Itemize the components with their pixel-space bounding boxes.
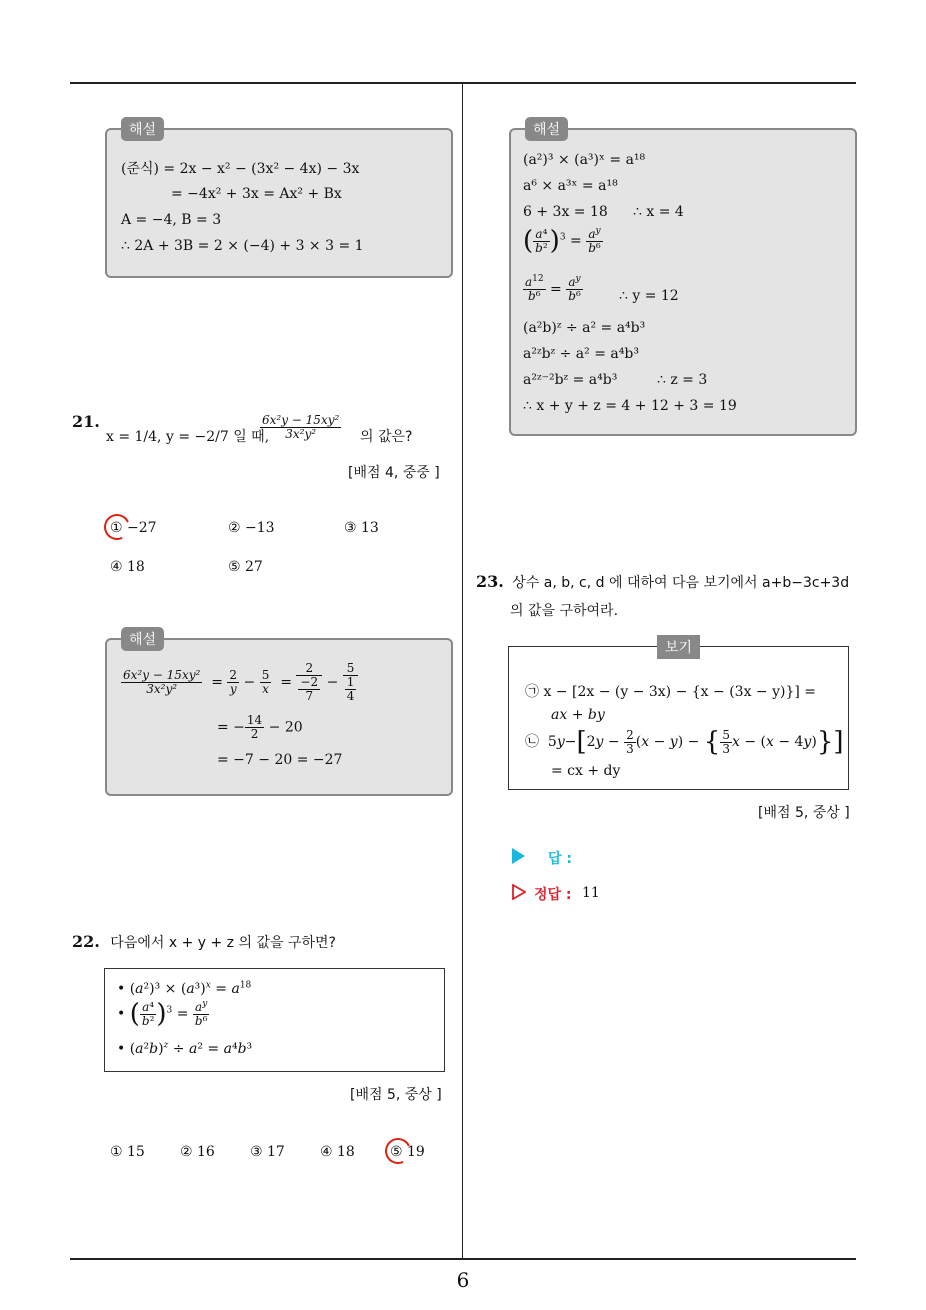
solution-line: = −7 − 20 = −27 — [217, 752, 343, 768]
condition-item: • $(a^2)^3 \times (a^3)^x = a^{18}$ — [117, 980, 252, 997]
solution-line: ∴ z = 3 — [657, 372, 708, 388]
question-23 — [476, 572, 866, 592]
solution-line: (준식) = 2x − x² − (3x² − 4x) − 3x — [121, 161, 360, 177]
score-label: [배점 4, 중중 ] — [348, 465, 440, 481]
score-label: [배점 5, 중상 ] — [758, 805, 850, 821]
choice-4[interactable]: ④ 18 — [110, 559, 145, 575]
correct-label: 정답 : — [534, 887, 572, 903]
condition-item: • $(a^2b)^z \div a^2 = a^4b^3$ — [117, 1040, 253, 1057]
choice-1[interactable]: ① −27 — [110, 520, 157, 536]
answer-label: 답 : — [548, 851, 572, 867]
question-lead: x = 1/4, y = −2/7 일 때, — [106, 429, 270, 445]
answer-arrow-icon — [512, 848, 525, 864]
score-label: [배점 5, 중상 ] — [350, 1087, 442, 1103]
solution-line: a²ᶻ⁻²bᶻ = a⁴b³ — [523, 372, 618, 388]
question-number: 21. — [72, 412, 100, 431]
condition-box — [104, 968, 445, 1072]
question-number: 23. — [476, 572, 504, 591]
solution-line: ( $\frac{\text{a⁴}}{\text{b²}}$ )$^3$ = $\frac{a^y}{\text{b⁶}}$ — [523, 225, 601, 256]
condition-item: • ( $\frac{\text{a⁴}}{\text{b²}}$ )$^3$ = $\frac{a^y}{\text{b⁶}}$ — [117, 998, 208, 1029]
column-separator — [462, 84, 463, 1258]
choice-1[interactable]: ① 15 — [110, 1144, 145, 1160]
correct-answer-mark — [381, 1134, 414, 1167]
solution-tag: 해설 — [121, 627, 164, 651]
bogi-tag: 보기 — [657, 635, 700, 659]
question-22 — [72, 932, 452, 952]
solution-line: ∴ 2A + 3B = 2 × (−4) + 3 × 3 = 1 — [121, 238, 364, 254]
solution-line: ∴ x + y + z = 4 + 12 + 3 = 19 — [523, 398, 737, 414]
question-21 — [72, 412, 452, 462]
solution-box-q22 — [509, 122, 857, 436]
solution-line: ∴ x = 4 — [633, 204, 684, 220]
bogi-item: ㉡ 5y−[2y − $\frac{2}{3}$ (x − y) − { $\frac{5}{3}$ x − (x − 4y)}] — [525, 727, 844, 757]
question-fraction: $\frac{\text{6x²y − 15xy²}}{\text{3x²y²}}$ — [262, 413, 340, 441]
solution-tag: 해설 — [121, 117, 164, 141]
solution-line: $\frac{a^{12}}{\text{b⁶}}$ = $\frac{a^y}{\text{b⁶}}$ — [525, 274, 581, 303]
solution-line: a⁶ × a³ˣ = a¹⁸ — [523, 178, 618, 194]
bogi-item: ax + by — [551, 707, 605, 723]
choice-2[interactable]: ② 16 — [180, 1144, 215, 1160]
correct-value: 11 — [582, 885, 600, 901]
solution-line: (a²b)ᶻ ÷ a² = a⁴b³ — [523, 320, 646, 336]
question-tail: 의 값은? — [360, 429, 413, 445]
choice-4[interactable]: ④ 18 — [320, 1144, 355, 1160]
solution-tag: 해설 — [525, 117, 568, 141]
choice-5[interactable]: ⑤ 27 — [228, 559, 263, 575]
question-text: 다음에서 x + y + z 의 값을 구하면? — [110, 935, 336, 951]
solution-line: (a²)³ × (a³)ˣ = a¹⁸ — [523, 152, 646, 168]
solution-line: ∴ y = 12 — [619, 288, 679, 304]
bogi-item: ㉠ x − [2x − (y − 3x) − {x − (3x − y)}] = — [525, 684, 817, 700]
solution-line: A = −4, B = 3 — [121, 212, 222, 228]
solution-line: 6 + 3x = 18 — [523, 204, 608, 220]
solution-line: a²ᶻbᶻ ÷ a² = a⁴b³ — [523, 346, 639, 362]
question-text: 상수 a, b, c, d 에 대하여 다음 보기에서 a+b−3c+3d — [512, 575, 850, 591]
correct-arrow-icon — [512, 884, 526, 900]
solution-box-q20 — [105, 122, 453, 278]
choice-3[interactable]: ③ 17 — [250, 1144, 285, 1160]
solution-box-q21 — [105, 632, 453, 796]
choice-5[interactable]: ⑤ 19 — [390, 1144, 425, 1160]
page-number: 6 — [456, 1268, 470, 1292]
choice-3[interactable]: ③ 13 — [344, 520, 379, 536]
solution-line: = −4x² + 3x = Ax² + Bx — [171, 186, 342, 202]
choice-2[interactable]: ② −13 — [228, 520, 275, 536]
question-number: 22. — [72, 932, 100, 951]
correct-answer-mark — [100, 510, 133, 543]
question-text-continued: 의 값을 구하여라. — [510, 603, 619, 619]
bottom-rule — [70, 1258, 856, 1260]
bogi-box — [508, 640, 849, 790]
solution-line: $\frac{\text{6x²y − 15xy²}}{\text{3x²y²}}$ = $\frac{2}{y}$ − $\frac{5}{x}$ = $\frac{2}{\frac{-2}{7}}$ − $\frac{5}{\frac{1}{4}}$ — [121, 662, 358, 703]
solution-line: = − $\frac{14}{2}$ − 20 — [217, 713, 303, 741]
bogi-item: = cx + dy — [551, 763, 621, 779]
top-rule — [70, 82, 856, 84]
